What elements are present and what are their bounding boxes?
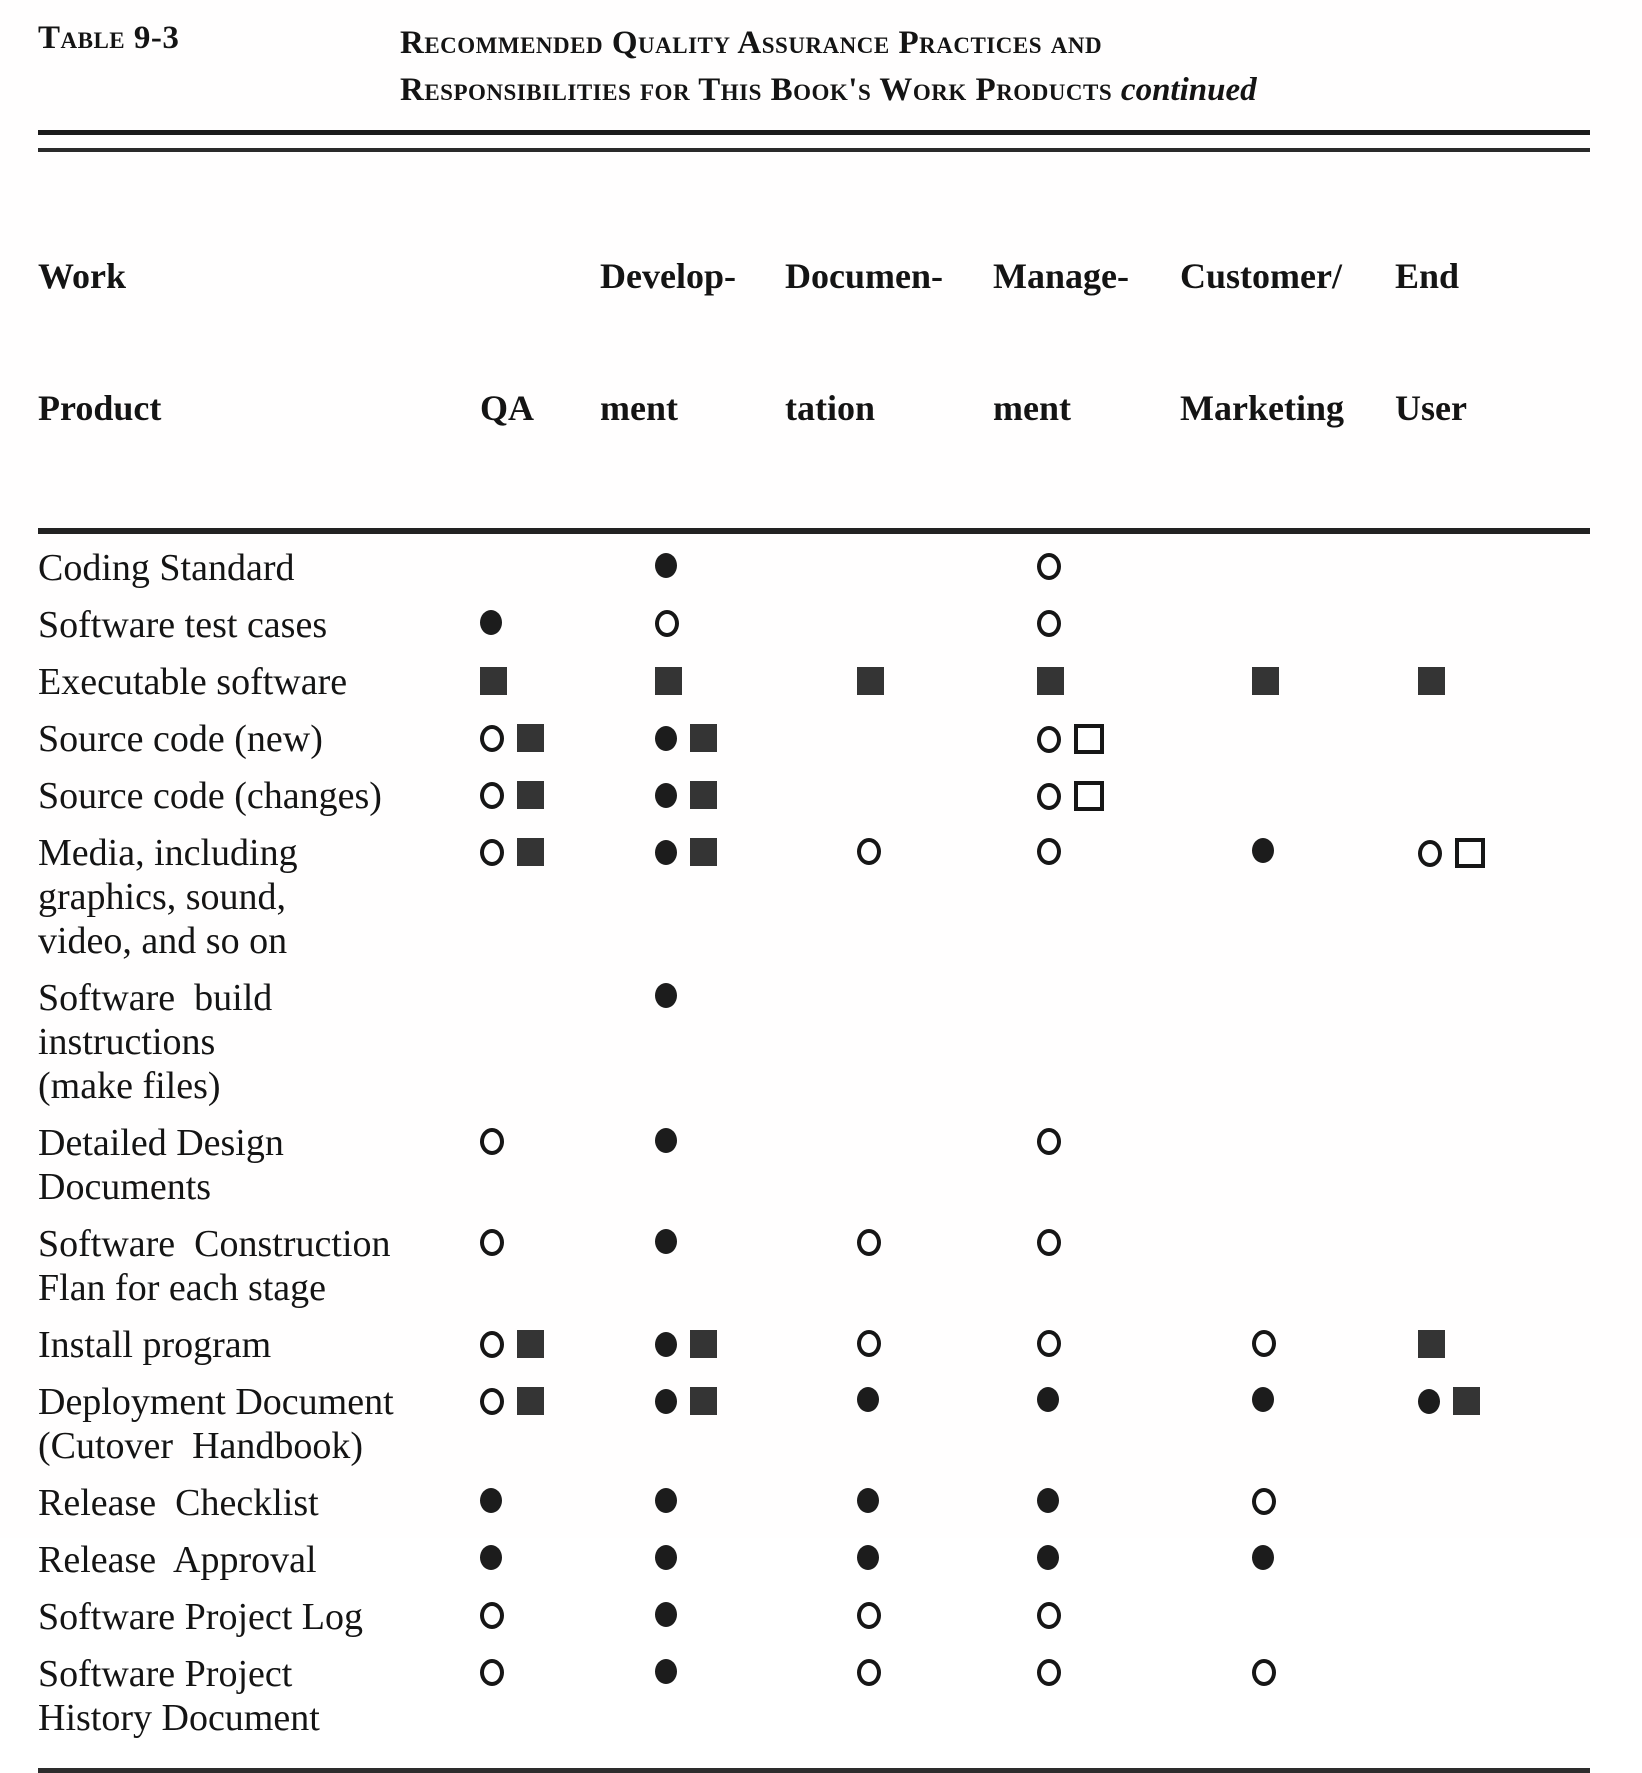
work-product-label	[38, 1380, 450, 1468]
column-header-line1: Work	[38, 256, 127, 296]
cell-development	[600, 1538, 785, 1582]
cell-qa	[450, 1595, 600, 1639]
filled-circle-icon	[655, 1128, 677, 1153]
work-product-label-line: Software test cases	[38, 604, 328, 646]
open-circle-icon	[1037, 838, 1061, 865]
open-circle-icon	[857, 1330, 881, 1357]
filled-circle-icon	[655, 1659, 677, 1684]
work-product-label	[38, 603, 450, 647]
cell-end-user	[1395, 546, 1590, 590]
cell-customer-marketing	[1180, 660, 1395, 704]
open-square-icon	[1074, 781, 1104, 811]
work-product-label	[38, 1121, 450, 1209]
cell-qa	[450, 831, 600, 963]
cell-end-user	[1395, 603, 1590, 647]
table-title	[400, 20, 1257, 114]
filled-square-icon	[517, 838, 544, 866]
cell-development	[600, 976, 785, 1108]
cell-customer-marketing	[1180, 1652, 1395, 1740]
cell-end-user	[1395, 1380, 1590, 1468]
table-row	[38, 717, 1590, 761]
cell-qa	[450, 1481, 600, 1525]
filled-circle-icon	[480, 1545, 502, 1570]
column-header-customer-marketing	[1180, 166, 1395, 518]
work-product-label	[38, 717, 450, 761]
cell-development	[600, 1652, 785, 1740]
column-header-line2: QA	[480, 388, 534, 428]
work-product-label	[38, 1652, 450, 1740]
cell-development	[600, 660, 785, 704]
column-header-line2: Marketing	[1180, 388, 1344, 428]
cell-customer-marketing	[1180, 1323, 1395, 1367]
work-product-label-line: Source code (changes)	[38, 775, 382, 817]
cell-qa	[450, 546, 600, 590]
work-product-label-line: Executable software	[38, 661, 348, 703]
filled-circle-icon	[480, 1488, 502, 1513]
filled-circle-icon	[1037, 1545, 1059, 1570]
work-product-label	[38, 1481, 450, 1525]
cell-customer-marketing	[1180, 1222, 1395, 1310]
table-row	[38, 1222, 1590, 1310]
cell-development	[600, 774, 785, 818]
cell-end-user	[1395, 1121, 1590, 1209]
cell-management	[985, 603, 1180, 647]
open-circle-icon	[1037, 610, 1061, 637]
table-row	[38, 1652, 1590, 1740]
filled-square-icon	[1037, 667, 1064, 695]
filled-circle-icon	[857, 1545, 879, 1570]
work-product-label-line: video, and so on	[38, 920, 288, 962]
cell-management	[985, 1481, 1180, 1525]
top-double-rule	[38, 130, 1590, 152]
cell-management	[985, 831, 1180, 963]
cell-documentation	[785, 1380, 985, 1468]
work-product-label	[38, 976, 450, 1108]
column-header-work-product	[38, 166, 450, 518]
table-caption	[38, 20, 1590, 114]
cell-documentation	[785, 1121, 985, 1209]
open-circle-icon	[1037, 1659, 1061, 1686]
open-circle-icon	[480, 1602, 504, 1629]
table-row	[38, 603, 1590, 647]
work-product-label-line: Software Project Log	[38, 1596, 364, 1638]
cell-end-user	[1395, 1222, 1590, 1310]
filled-square-icon	[517, 1330, 544, 1358]
work-product-label-line: Coding Standard	[38, 547, 295, 589]
cell-documentation	[785, 976, 985, 1108]
column-header-development	[600, 166, 785, 518]
work-product-label	[38, 1538, 450, 1582]
cell-management	[985, 1652, 1180, 1740]
cell-end-user	[1395, 831, 1590, 963]
cell-qa	[450, 1652, 600, 1740]
open-circle-icon	[857, 1602, 881, 1629]
open-circle-icon	[1252, 1488, 1276, 1515]
work-product-label-line: Deployment Document	[38, 1381, 394, 1423]
cell-qa	[450, 717, 600, 761]
filled-square-icon	[1418, 667, 1445, 695]
work-product-label	[38, 1323, 450, 1367]
cell-qa	[450, 774, 600, 818]
filled-circle-icon	[655, 1389, 677, 1414]
work-product-label	[38, 1222, 450, 1310]
table-row	[38, 1481, 1590, 1525]
filled-circle-icon	[655, 783, 677, 808]
cell-documentation	[785, 660, 985, 704]
cell-documentation	[785, 1481, 985, 1525]
cell-end-user	[1395, 976, 1590, 1108]
table-row	[38, 1121, 1590, 1209]
cell-documentation	[785, 717, 985, 761]
open-circle-icon	[1252, 1659, 1276, 1686]
table-row	[38, 774, 1590, 818]
work-product-label	[38, 774, 450, 818]
open-circle-icon	[1037, 1229, 1061, 1256]
work-product-label-line: Software build	[38, 977, 273, 1019]
cell-end-user	[1395, 717, 1590, 761]
work-product-label	[38, 1595, 450, 1639]
cell-development	[600, 546, 785, 590]
table-row	[38, 1380, 1590, 1468]
column-header-line2: ment	[993, 388, 1071, 428]
open-circle-icon	[480, 725, 504, 752]
filled-square-icon	[690, 838, 717, 866]
table-bottom-rule	[38, 1768, 1590, 1773]
work-product-label-line: Flan for each stage	[38, 1267, 327, 1309]
cell-qa	[450, 1323, 600, 1367]
cell-documentation	[785, 1652, 985, 1740]
cell-end-user	[1395, 1595, 1590, 1639]
cell-documentation	[785, 774, 985, 818]
filled-circle-icon	[1037, 1387, 1059, 1412]
open-circle-icon	[480, 782, 504, 809]
work-product-label-line: Release Approval	[38, 1539, 317, 1581]
filled-circle-icon	[1252, 1545, 1274, 1570]
work-product-label-line: Media, including	[38, 832, 298, 874]
cell-documentation	[785, 603, 985, 647]
open-circle-icon	[857, 1659, 881, 1686]
filled-square-icon	[690, 1330, 717, 1358]
column-header-line1: Manage-	[993, 256, 1129, 296]
open-square-icon	[1074, 724, 1104, 754]
work-product-label-line: Install program	[38, 1324, 272, 1366]
cell-documentation	[785, 831, 985, 963]
cell-customer-marketing	[1180, 546, 1395, 590]
work-product-label-line: Source code (new)	[38, 718, 323, 760]
cell-documentation	[785, 1538, 985, 1582]
table-body	[38, 534, 1590, 1740]
cell-documentation	[785, 1222, 985, 1310]
cell-management	[985, 1380, 1180, 1468]
column-header-management	[985, 166, 1180, 518]
filled-circle-icon	[655, 1332, 677, 1357]
work-product-label-line: Software Construction	[38, 1223, 391, 1265]
work-product-label-line: graphics, sound,	[38, 876, 287, 918]
work-product-label-line: Release Checklist	[38, 1482, 319, 1524]
cell-customer-marketing	[1180, 1538, 1395, 1582]
filled-circle-icon	[1252, 838, 1274, 863]
cell-management	[985, 1323, 1180, 1367]
filled-circle-icon	[655, 1229, 677, 1254]
filled-circle-icon	[655, 553, 677, 578]
work-product-label-line: instructions	[38, 1021, 216, 1063]
open-circle-icon	[1418, 840, 1442, 867]
filled-circle-icon	[857, 1387, 879, 1412]
cell-customer-marketing	[1180, 1481, 1395, 1525]
filled-circle-icon	[480, 610, 502, 635]
filled-square-icon	[1418, 1330, 1445, 1358]
cell-development	[600, 1595, 785, 1639]
cell-customer-marketing	[1180, 603, 1395, 647]
work-product-label-line: (make files)	[38, 1065, 221, 1107]
column-header-line2: Product	[38, 388, 162, 428]
table-header-row	[38, 152, 1590, 528]
cell-end-user	[1395, 660, 1590, 704]
filled-circle-icon	[655, 1602, 677, 1627]
column-header-qa	[450, 298, 600, 518]
filled-circle-icon	[655, 726, 677, 751]
cell-development	[600, 1222, 785, 1310]
open-circle-icon	[655, 610, 679, 637]
open-circle-icon	[1037, 553, 1061, 580]
open-circle-icon	[1037, 783, 1061, 810]
filled-circle-icon	[655, 1488, 677, 1513]
cell-management	[985, 1538, 1180, 1582]
open-circle-icon	[1252, 1330, 1276, 1357]
filled-square-icon	[857, 667, 884, 695]
cell-end-user	[1395, 1323, 1590, 1367]
table-row	[38, 1595, 1590, 1639]
work-product-label-line: (Cutover Handbook)	[38, 1425, 364, 1467]
filled-square-icon	[517, 1387, 544, 1415]
filled-square-icon	[1252, 667, 1279, 695]
column-header-line2: ment	[600, 388, 678, 428]
filled-square-icon	[517, 781, 544, 809]
cell-qa	[450, 976, 600, 1108]
cell-end-user	[1395, 1652, 1590, 1740]
cell-management	[985, 1222, 1180, 1310]
table-title-line2-text: Responsibilities for This Book's Work Products	[400, 72, 1113, 108]
continued-marker: continued	[1120, 72, 1257, 108]
cell-customer-marketing	[1180, 717, 1395, 761]
cell-end-user	[1395, 774, 1590, 818]
filled-square-icon	[517, 724, 544, 752]
table-row	[38, 1323, 1590, 1367]
column-header-line1: End	[1395, 256, 1460, 296]
filled-square-icon	[690, 781, 717, 809]
work-product-label-line: Detailed Design	[38, 1122, 284, 1164]
filled-circle-icon	[1418, 1389, 1440, 1414]
work-product-label	[38, 831, 450, 963]
cell-customer-marketing	[1180, 774, 1395, 818]
cell-customer-marketing	[1180, 976, 1395, 1108]
work-product-label	[38, 546, 450, 590]
cell-end-user	[1395, 1481, 1590, 1525]
cell-management	[985, 1121, 1180, 1209]
column-header-line1: Documen-	[785, 256, 943, 296]
open-circle-icon	[480, 1229, 504, 1256]
cell-development	[600, 831, 785, 963]
cell-management	[985, 660, 1180, 704]
cell-management	[985, 717, 1180, 761]
table-row	[38, 1538, 1590, 1582]
open-circle-icon	[480, 1388, 504, 1415]
cell-qa	[450, 660, 600, 704]
open-circle-icon	[1037, 1128, 1061, 1155]
cell-documentation	[785, 1323, 985, 1367]
filled-circle-icon	[655, 840, 677, 865]
cell-development	[600, 1481, 785, 1525]
cell-development	[600, 717, 785, 761]
filled-square-icon	[690, 1387, 717, 1415]
table-number-label: Table 9-3	[38, 20, 180, 56]
open-square-icon	[1455, 838, 1485, 868]
table-row	[38, 976, 1590, 1108]
cell-documentation	[785, 1595, 985, 1639]
cell-development	[600, 1121, 785, 1209]
table-row	[38, 660, 1590, 704]
cell-development	[600, 1323, 785, 1367]
open-circle-icon	[480, 839, 504, 866]
filled-square-icon	[690, 724, 717, 752]
column-header-line2: User	[1395, 388, 1467, 428]
filled-square-icon	[1453, 1387, 1480, 1415]
column-header-line1: Customer/	[1180, 256, 1342, 296]
column-header-line2: tation	[785, 388, 875, 428]
table-title-line1: Recommended Quality Assurance Practices and	[400, 25, 1103, 61]
column-header-line1: Develop-	[600, 256, 736, 296]
work-product-label-line: History Document	[38, 1697, 320, 1739]
cell-customer-marketing	[1180, 1380, 1395, 1468]
cell-customer-marketing	[1180, 1121, 1395, 1209]
table-title-line2	[400, 67, 1257, 114]
work-product-label	[38, 660, 450, 704]
cell-qa	[450, 603, 600, 647]
cell-management	[985, 976, 1180, 1108]
cell-documentation	[785, 546, 985, 590]
open-circle-icon	[1037, 1602, 1061, 1629]
work-product-label-line: Documents	[38, 1166, 212, 1208]
cell-qa	[450, 1538, 600, 1582]
cell-management	[985, 546, 1180, 590]
open-circle-icon	[1037, 726, 1061, 753]
cell-management	[985, 774, 1180, 818]
cell-end-user	[1395, 1538, 1590, 1582]
open-circle-icon	[857, 1229, 881, 1256]
filled-circle-icon	[1037, 1488, 1059, 1513]
filled-circle-icon	[655, 1545, 677, 1570]
open-circle-icon	[480, 1128, 504, 1155]
filled-circle-icon	[1252, 1387, 1274, 1412]
table-row	[38, 546, 1590, 590]
filled-circle-icon	[857, 1488, 879, 1513]
column-header-end-user	[1395, 166, 1590, 518]
cell-qa	[450, 1380, 600, 1468]
table-row	[38, 831, 1590, 963]
cell-customer-marketing	[1180, 1595, 1395, 1639]
open-circle-icon	[857, 838, 881, 865]
open-circle-icon	[480, 1331, 504, 1358]
cell-development	[600, 603, 785, 647]
cell-qa	[450, 1222, 600, 1310]
filled-square-icon	[655, 667, 682, 695]
open-circle-icon	[480, 1659, 504, 1686]
cell-qa	[450, 1121, 600, 1209]
cell-customer-marketing	[1180, 831, 1395, 963]
cell-development	[600, 1380, 785, 1468]
work-product-label-line: Software Project	[38, 1653, 293, 1695]
open-circle-icon	[1037, 1330, 1061, 1357]
filled-circle-icon	[655, 983, 677, 1008]
filled-square-icon	[480, 667, 507, 695]
cell-management	[985, 1595, 1180, 1639]
column-header-documentation	[785, 166, 985, 518]
